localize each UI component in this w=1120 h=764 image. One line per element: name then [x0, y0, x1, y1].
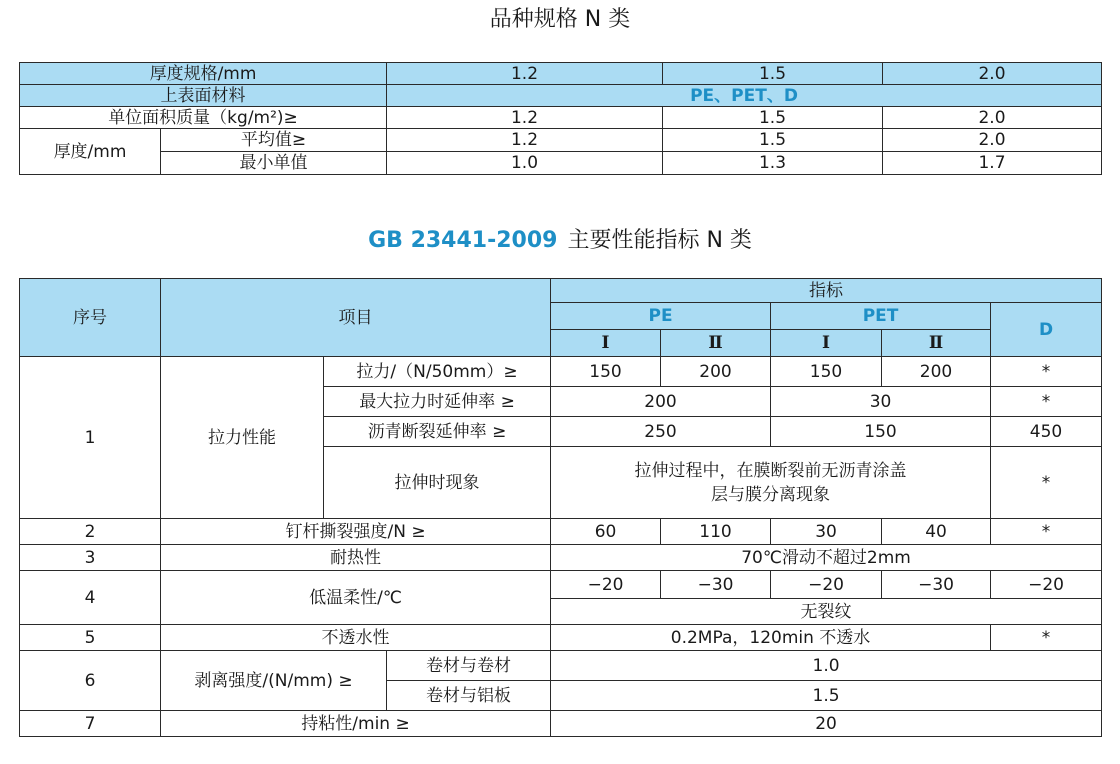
asphalt-break-label: 沥青断裂延伸率 ≥ [324, 417, 551, 447]
thickness-label: 厚度/mm [20, 129, 161, 175]
spec-table-title: 品种规格 N 类 [489, 7, 631, 32]
elong-max-label: 最大拉力时延伸率 ≥ [324, 387, 551, 417]
performance-table-title [0, 226, 1120, 256]
mass-value: 1.5 [663, 107, 883, 129]
col-d: D [991, 303, 1102, 357]
table-row [20, 545, 1102, 571]
row-label: 钉杆撕裂强度/N ≥ [161, 519, 551, 545]
table-row [20, 625, 1102, 651]
value-cell: 250 [551, 417, 771, 447]
row-seq: 5 [20, 625, 161, 651]
value-cell: 1.5 [551, 681, 1102, 711]
min-value: 1.7 [883, 152, 1102, 175]
performance-table [19, 278, 1102, 737]
value-cell: 150 [551, 357, 661, 387]
phenomenon-line: 拉伸过程中，在膜断裂前无沥青涂盖 [634, 460, 907, 481]
row-group-label: 拉力性能 [161, 357, 324, 519]
mass-value: 1.2 [387, 107, 663, 129]
col-pet-1: Ⅰ [771, 330, 882, 357]
value-cell: 200 [661, 357, 771, 387]
row-seq: 2 [20, 519, 161, 545]
avg-value: 2.0 [883, 129, 1102, 152]
value-cell: −20 [991, 571, 1102, 599]
header-row [20, 279, 1102, 303]
value-cell: 60 [551, 519, 661, 545]
thickness-spec-label: 厚度规格/mm [20, 63, 387, 85]
tensile-label: 拉力/（N/50mm）≥ [324, 357, 551, 387]
value-cell: 200 [551, 387, 771, 417]
row-seq: 4 [20, 571, 161, 625]
table-row [20, 357, 1102, 387]
row-label: 低温柔性/℃ [161, 571, 551, 625]
value-cell: −30 [661, 571, 771, 599]
value-cell: −20 [771, 571, 882, 599]
value-cell: 0.2MPa，120min 不透水 [551, 625, 991, 651]
spec-row-avg [20, 129, 1102, 152]
phenomenon-text [551, 447, 991, 519]
value-cell: 150 [771, 417, 991, 447]
value-cell: 20 [551, 711, 1102, 737]
spec-value: 2.0 [883, 63, 1102, 85]
col-seq: 序号 [20, 279, 161, 357]
table-row [20, 519, 1102, 545]
col-pet-2: Ⅱ [882, 330, 991, 357]
spec-value: 1.5 [663, 63, 883, 85]
min-value: 1.0 [387, 152, 663, 175]
avg-label: 平均值≥ [161, 129, 387, 152]
value-cell: 70℃滑动不超过2mm [551, 545, 1102, 571]
value-cell: 40 [882, 519, 991, 545]
phenomenon-line: 层与膜分离现象 [711, 484, 831, 505]
mass-label: 单位面积质量（kg/m²)≥ [20, 107, 387, 129]
value-cell: −20 [551, 571, 661, 599]
row-label: 耐热性 [161, 545, 551, 571]
row-label: 不透水性 [161, 625, 551, 651]
row-label: 持粘性/min ≥ [161, 711, 551, 737]
sub-label: 卷材与铝板 [387, 681, 551, 711]
spec-value: 1.2 [387, 63, 663, 85]
value-cell: 450 [991, 417, 1102, 447]
spec-table [19, 62, 1102, 175]
row-seq: 7 [20, 711, 161, 737]
value-cell: −30 [882, 571, 991, 599]
value-cell: 1.0 [551, 651, 1102, 681]
sub-label: 卷材与卷材 [387, 651, 551, 681]
value-cell: 30 [771, 519, 882, 545]
col-pe: PE [551, 303, 771, 330]
performance-title-text: 主要性能指标 N 类 [567, 228, 752, 253]
col-pe-1: Ⅰ [551, 330, 661, 357]
value-cell: 无裂纹 [551, 599, 1102, 625]
col-pet: PET [771, 303, 991, 330]
row-seq: 1 [20, 357, 161, 519]
col-item: 项目 [161, 279, 551, 357]
value-cell: * [991, 625, 1102, 651]
table-row [20, 651, 1102, 681]
avg-value: 1.2 [387, 129, 663, 152]
value-cell: * [991, 519, 1102, 545]
row-seq: 3 [20, 545, 161, 571]
value-cell: 150 [771, 357, 882, 387]
spec-row-mass [20, 107, 1102, 129]
col-index: 指标 [551, 279, 1102, 303]
row-seq: 6 [20, 651, 161, 711]
value-cell: 110 [661, 519, 771, 545]
standard-code: GB 23441-2009 [368, 228, 558, 253]
row-label: 剥离强度/(N/mm) ≥ [161, 651, 387, 711]
spec-row-min [20, 152, 1102, 175]
top-material-value: PE、PET、D [387, 85, 1102, 107]
value-cell: 30 [771, 387, 991, 417]
value-cell: * [991, 357, 1102, 387]
phenomenon-label: 拉伸时现象 [324, 447, 551, 519]
table-row [20, 711, 1102, 737]
value-cell: * [991, 447, 1102, 519]
spec-row-thickness-spec [20, 63, 1102, 85]
col-pe-2: Ⅱ [661, 330, 771, 357]
table-row [20, 571, 1102, 599]
top-material-label: 上表面材料 [20, 85, 387, 107]
mass-value: 2.0 [883, 107, 1102, 129]
value-cell: * [991, 387, 1102, 417]
min-label: 最小单值 [161, 152, 387, 175]
spec-row-top-material [20, 85, 1102, 107]
value-cell: 200 [882, 357, 991, 387]
avg-value: 1.5 [663, 129, 883, 152]
min-value: 1.3 [663, 152, 883, 175]
